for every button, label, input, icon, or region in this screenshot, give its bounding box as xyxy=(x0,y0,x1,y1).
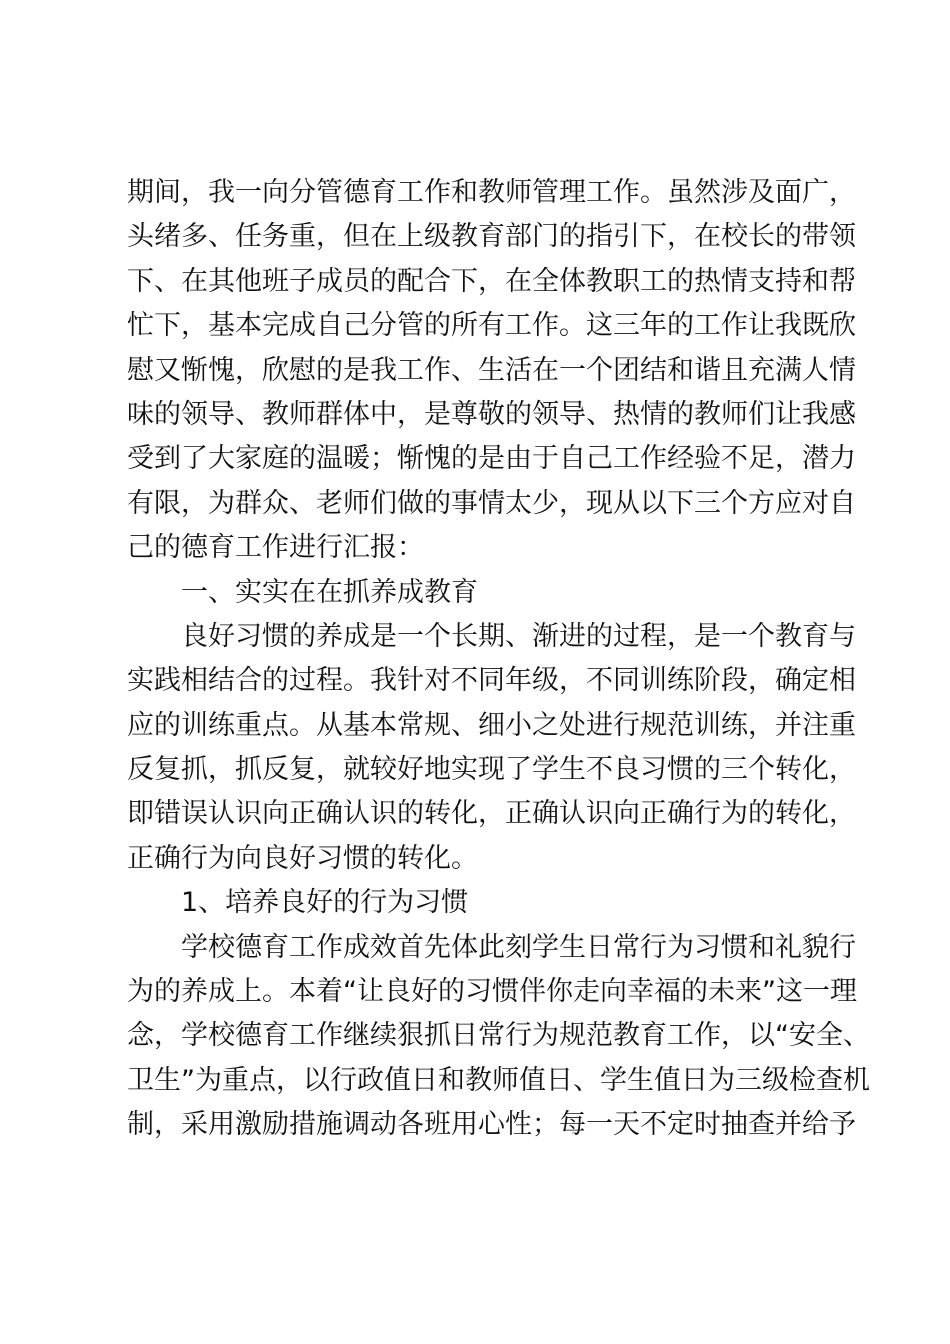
body-line: 期间，我一向分管德育工作和教师管理工作。虽然涉及面广， xyxy=(127,177,856,208)
body-line: 实践相结合的过程。我针对不同年级，不同训练阶段，确定相 xyxy=(127,665,856,697)
paragraph-first-line: 良好习惯的养成是一个长期、渐进的过程，是一个教育与 xyxy=(181,620,856,652)
body-line: 卫生”为重点，以行政值日和教师值日、学生值日为三级检查机 xyxy=(127,1064,870,1096)
body-line: 味的领导、教师群体中，是尊敬的领导、热情的教师们让我感 xyxy=(127,398,856,430)
body-line: 慰又惭愧，欣慰的是我工作、生活在一个团结和谐且充满人情 xyxy=(127,354,856,386)
body-line: 己的德育工作进行汇报： xyxy=(127,532,424,564)
body-line: 念，学校德育工作继续狠抓日常行为规范教育工作，以“安全、 xyxy=(127,1020,870,1052)
body-line: 下、在其他班子成员的配合下，在全体教职工的热情支持和帮 xyxy=(127,265,856,297)
body-line: 为的养成上。本着“让良好的习惯伴你走向幸福的未来”这一理 xyxy=(127,976,857,1008)
body-line: 受到了大家庭的温暖；惭愧的是由于自己工作经验不足，潜力 xyxy=(127,443,856,475)
body-line: 有限，为群众、老师们做的事情太少，现从以下三个方应对自 xyxy=(127,487,856,519)
body-line: 正确行为向良好习惯的转化。 xyxy=(127,842,478,874)
body-line: 头绪多、任务重，但在上级教育部门的指引下，在校长的带领 xyxy=(127,221,856,253)
body-line: 反复抓，抓反复，就较好地实现了学生不良习惯的三个转化， xyxy=(127,754,856,786)
body-line: 忙下，基本完成自己分管的所有工作。这三年的工作让我既欣 xyxy=(127,310,856,342)
body-line: 即错误认识向正确认识的转化，正确认识向正确行为的转化， xyxy=(127,798,856,830)
document-body xyxy=(127,171,870,1148)
subsection-heading: 1、培养良好的行为习惯 xyxy=(181,887,469,919)
body-line: 制，采用激励措施调动各班用心性；每一天不定时抽查并给予 xyxy=(127,1109,856,1141)
section-heading: 一、实实在在抓养成教育 xyxy=(181,576,478,608)
body-line: 应的训练重点。从基本常规、细小之处进行规范训练，并注重 xyxy=(127,709,856,741)
paragraph-first-line: 学校德育工作成效首先体此刻学生日常行为习惯和礼貌行 xyxy=(181,931,856,963)
